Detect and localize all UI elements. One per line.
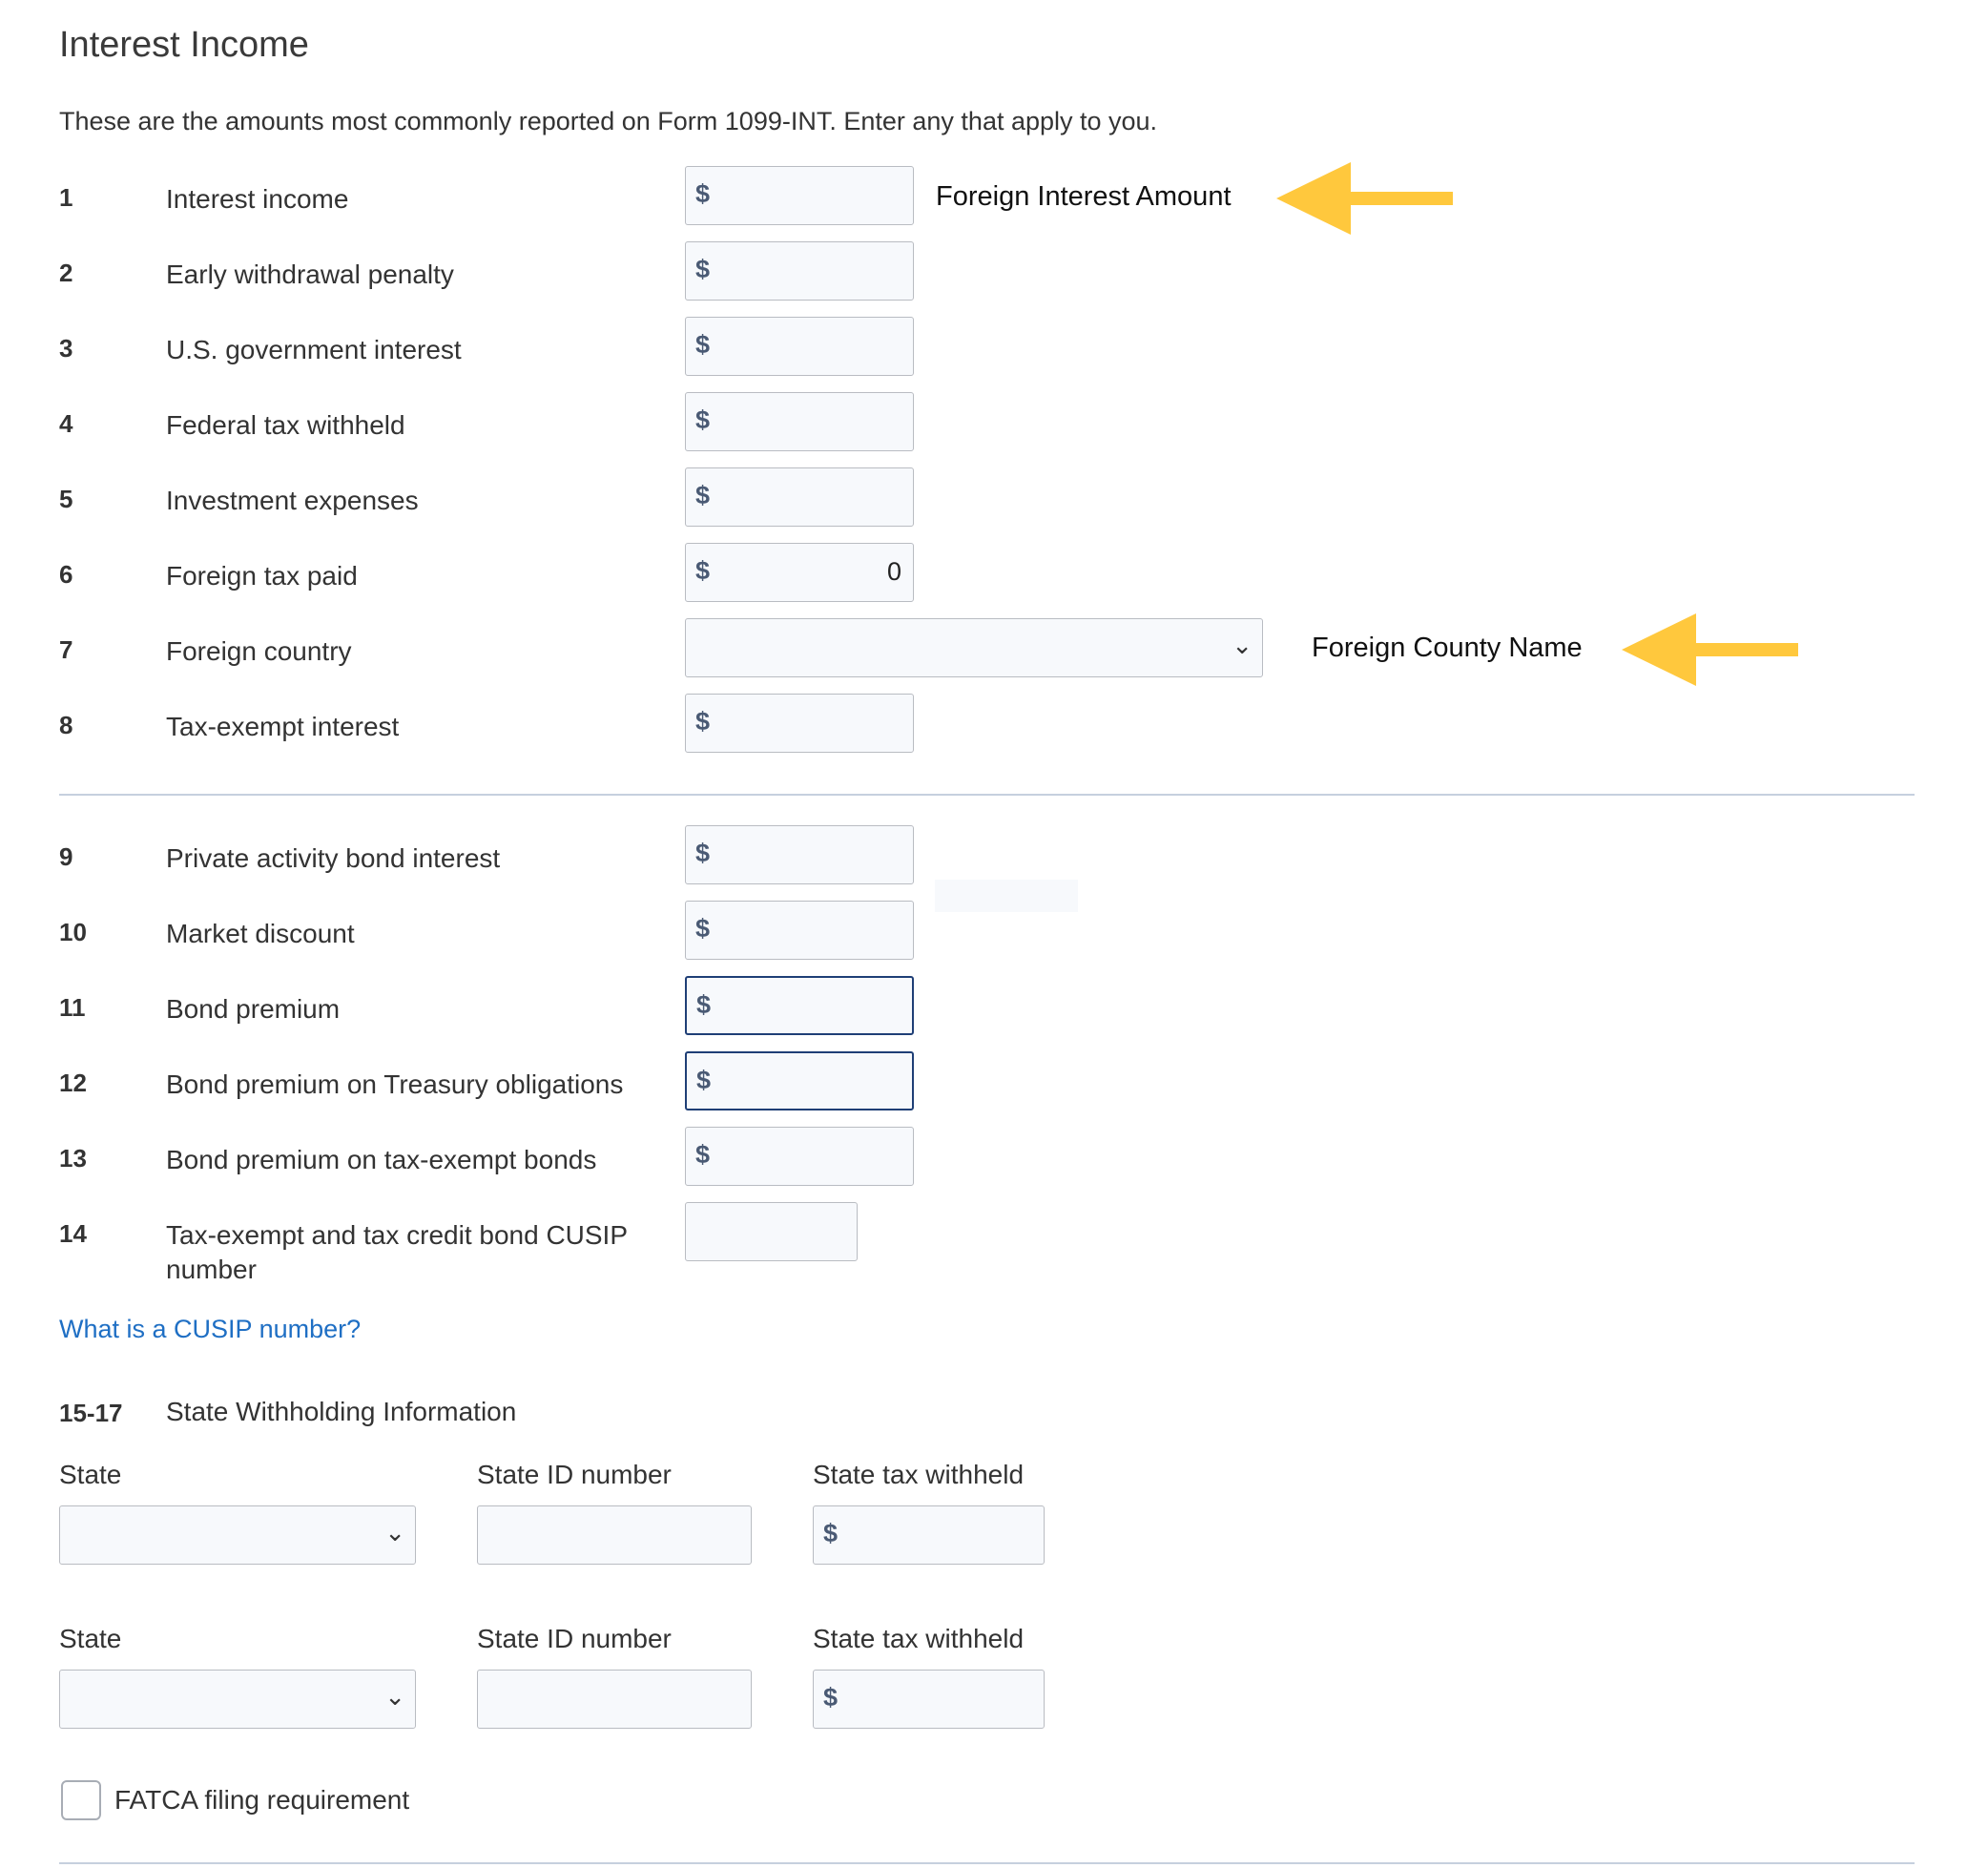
row-label: U.S. government interest bbox=[166, 335, 462, 364]
section-divider bbox=[59, 794, 1915, 796]
state-tax-withheld-input-2[interactable] bbox=[813, 1670, 1045, 1729]
bond-premium-treasury-input[interactable] bbox=[685, 1051, 914, 1110]
form-row-13 bbox=[0, 1127, 1988, 1190]
form-row-2 bbox=[0, 241, 1988, 304]
early-withdrawal-penalty-input[interactable] bbox=[685, 241, 914, 301]
state-id-label: State ID number bbox=[477, 1624, 672, 1653]
section-label: State Withholding Information bbox=[166, 1397, 517, 1426]
row-label: Bond premium on Treasury obligations bbox=[166, 1069, 624, 1099]
row-number: 13 bbox=[59, 1144, 87, 1173]
row-number: 5 bbox=[59, 485, 73, 513]
annotation-foreign-interest: Foreign Interest Amount bbox=[936, 181, 1232, 212]
dollar-icon: $ bbox=[695, 707, 711, 736]
dollar-icon: $ bbox=[695, 1140, 711, 1169]
row-label: Tax-exempt and tax credit bond CUSIP number bbox=[166, 1220, 628, 1284]
form-row-6 bbox=[0, 543, 1988, 606]
state-tax-label: State tax withheld bbox=[813, 1460, 1025, 1489]
row-label: Tax-exempt interest bbox=[166, 712, 400, 741]
row-number: 4 bbox=[59, 409, 73, 438]
investment-expenses-input[interactable] bbox=[685, 467, 914, 527]
private-activity-bond-interest-input[interactable] bbox=[685, 825, 914, 884]
dollar-icon: $ bbox=[695, 255, 711, 283]
tax-exempt-interest-input[interactable] bbox=[685, 694, 914, 753]
row-number: 9 bbox=[59, 842, 73, 871]
form-row-12 bbox=[0, 1051, 1988, 1114]
row-number: 3 bbox=[59, 334, 73, 363]
state-label: State bbox=[59, 1624, 122, 1653]
state-select-2[interactable] bbox=[59, 1670, 416, 1729]
dollar-icon: $ bbox=[695, 839, 711, 867]
row-label: Private activity bond interest bbox=[166, 843, 501, 873]
row-number: 6 bbox=[59, 560, 73, 589]
bond-premium-tax-exempt-input[interactable] bbox=[685, 1127, 914, 1186]
row-label: Foreign tax paid bbox=[166, 561, 358, 591]
row-number: 11 bbox=[59, 993, 86, 1022]
row-label: Foreign country bbox=[166, 636, 352, 666]
page-intro: These are the amounts most commonly reported on Form 1099-INT. Enter any that apply to you. bbox=[59, 107, 1158, 135]
cusip-number-input[interactable] bbox=[685, 1202, 858, 1261]
form-row-10 bbox=[0, 901, 1988, 964]
state-id-input-2[interactable] bbox=[477, 1670, 752, 1729]
dollar-icon: $ bbox=[695, 914, 711, 943]
state-id-label: State ID number bbox=[477, 1460, 672, 1489]
state-tax-withheld-input-1[interactable] bbox=[813, 1505, 1045, 1565]
section-divider bbox=[59, 1862, 1915, 1864]
row-label: Bond premium on tax-exempt bonds bbox=[166, 1145, 597, 1174]
page-title: Interest Income bbox=[59, 25, 309, 65]
market-discount-input[interactable] bbox=[685, 901, 914, 960]
form-row-11 bbox=[0, 976, 1988, 1039]
cusip-help-link[interactable]: What is a CUSIP number? bbox=[59, 1315, 362, 1343]
foreign-country-select[interactable] bbox=[685, 618, 1263, 677]
form-row-4 bbox=[0, 392, 1988, 455]
foreign-tax-paid-input[interactable] bbox=[685, 543, 914, 602]
form-row-5 bbox=[0, 467, 1988, 530]
interest-income-input[interactable] bbox=[685, 166, 914, 225]
chevron-down-icon: ⌄ bbox=[1232, 631, 1253, 659]
row-number: 1 bbox=[59, 183, 73, 212]
annotation-foreign-country: Foreign County Name bbox=[1312, 633, 1583, 663]
row-label: Bond premium bbox=[166, 994, 341, 1024]
dollar-icon: $ bbox=[823, 1683, 839, 1712]
form-row-14 bbox=[0, 1202, 1988, 1288]
row-label: Interest income bbox=[166, 184, 349, 214]
row-label: Early withdrawal penalty bbox=[166, 259, 454, 289]
us-government-interest-input[interactable] bbox=[685, 317, 914, 376]
arrow-left-icon bbox=[1622, 612, 1803, 688]
bond-premium-input[interactable] bbox=[685, 976, 914, 1035]
row-number: 14 bbox=[59, 1219, 87, 1248]
arrow-left-icon bbox=[1276, 160, 1458, 237]
state-label: State bbox=[59, 1460, 122, 1489]
row-label: Investment expenses bbox=[166, 486, 419, 515]
row-label: Market discount bbox=[166, 919, 355, 948]
row-label: Federal tax withheld bbox=[166, 410, 405, 440]
dollar-icon: $ bbox=[695, 481, 711, 509]
row-number: 2 bbox=[59, 259, 73, 287]
foreign-tax-paid-value: 0 bbox=[886, 557, 901, 586]
chevron-down-icon: ⌄ bbox=[384, 1518, 405, 1546]
dollar-icon: $ bbox=[695, 179, 711, 208]
state-select-1[interactable] bbox=[59, 1505, 416, 1565]
dollar-icon: $ bbox=[695, 405, 711, 434]
state-id-input-1[interactable] bbox=[477, 1505, 752, 1565]
row-number: 8 bbox=[59, 711, 73, 739]
fatca-label: FATCA filing requirement bbox=[114, 1785, 410, 1815]
dollar-icon: $ bbox=[695, 556, 711, 585]
section-number: 15-17 bbox=[59, 1399, 123, 1427]
fatca-checkbox[interactable] bbox=[61, 1780, 101, 1820]
chevron-down-icon: ⌄ bbox=[384, 1682, 405, 1711]
dollar-icon: $ bbox=[695, 330, 711, 359]
row-number: 10 bbox=[59, 918, 87, 946]
row-number: 7 bbox=[59, 635, 73, 664]
row-number: 12 bbox=[59, 1069, 87, 1097]
state-tax-label: State tax withheld bbox=[813, 1624, 1025, 1653]
dollar-icon: $ bbox=[696, 990, 712, 1019]
dollar-icon: $ bbox=[823, 1519, 839, 1547]
form-row-8 bbox=[0, 694, 1988, 757]
federal-tax-withheld-input[interactable] bbox=[685, 392, 914, 451]
form-row-3 bbox=[0, 317, 1988, 380]
dollar-icon: $ bbox=[696, 1066, 712, 1094]
